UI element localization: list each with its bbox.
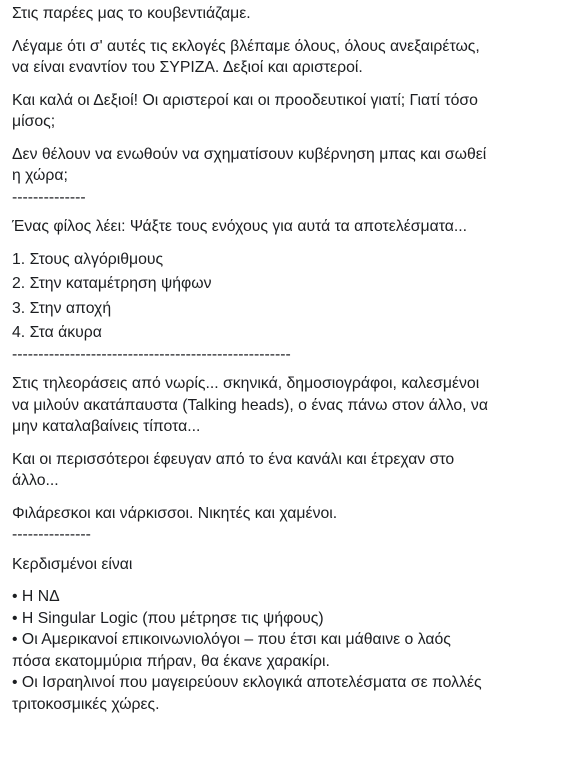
bullet-item-continuation: τριτοκοσμικές χώρες. [12,695,160,713]
post-paragraph-line: άλλο... [12,472,59,489]
post-paragraph: Φιλάρεσκοι και νάρκισσοι. Νικητές και χαμένοι. [12,504,338,522]
post-paragraph-line: να μιλούν ακατάπαυστα (Talking heads), ο ένας πάνω στον άλλο, να [12,396,488,414]
list-item: 3. Στην αποχή [12,299,112,317]
bullet-item-continuation: πόσα εκατομμύρια πήραν, θα έκανε χαρακίρι. [12,652,330,670]
separator-line: --------------- [12,526,91,543]
post-paragraph: Κερδισμένοι είναι [12,555,133,573]
post-paragraph: Ένας φίλος λέει: Ψάξτε τους ενόχους για αυτά τα αποτελέσματα... [12,218,468,235]
list-item: 1. Στους αλγόριθμους [12,250,164,268]
list-item: 2. Στην καταμέτρηση ψήφων [12,275,212,292]
post-body [12,0,587,715]
post-paragraph-line: Λέγαμε ότι σ' αυτές τις εκλογές βλέπαμε όλους, όλους ανεξαιρέτως, [12,37,480,55]
post-paragraph-line: Και οι περισσότεροι έφευγαν από το ένα κανάλι και έτρεχαν στο [12,450,455,468]
post-paragraph-line: η χώρα; [12,167,68,184]
post-paragraph-line: Και καλά οι Δεξιοί! Οι αριστεροί και οι προοδευτικοί γιατί; Γιατί τόσο [12,91,478,109]
post-paragraph-line: μίσος; [12,113,56,130]
separator-line: -------------- [12,188,86,206]
post-paragraph-line: Δεν θέλουν να ενωθούν να σχηματίσουν κυβέρνηση μπας και σωθεί [12,145,487,163]
bullet-item: • Οι Ισραηλινοί που μαγειρεύουν εκλογικά αποτελέσματα σε πολλές [12,674,482,691]
bullet-item: • Η Singular Logic (που μέτρησε τις ψήφους) [12,609,324,627]
post-paragraph: Στις παρέες μας το κουβεντιάζαμε. [12,5,251,22]
post-paragraph-line: μην καταλαβαίνεις τίποτα... [12,418,201,435]
post-paragraph-line: Στις τηλεοράσεις από νωρίς... σκηνικά, δημοσιογράφοι, καλεσμένοι [12,375,480,392]
list-item: 4. Στα άκυρα [12,324,102,341]
bullet-item: • Οι Αμερικανοί επικοινωνιολόγοι – που έτσι και μάθαινε ο λαός [12,631,451,648]
post-paragraph-line: να είναι εναντίον του ΣΥΡΙΖΑ. Δεξιοί και αριστεροί. [12,59,363,76]
separator-line: ----------------------------------------------------- [12,345,291,363]
bullet-item: • Η ΝΔ [12,588,60,605]
